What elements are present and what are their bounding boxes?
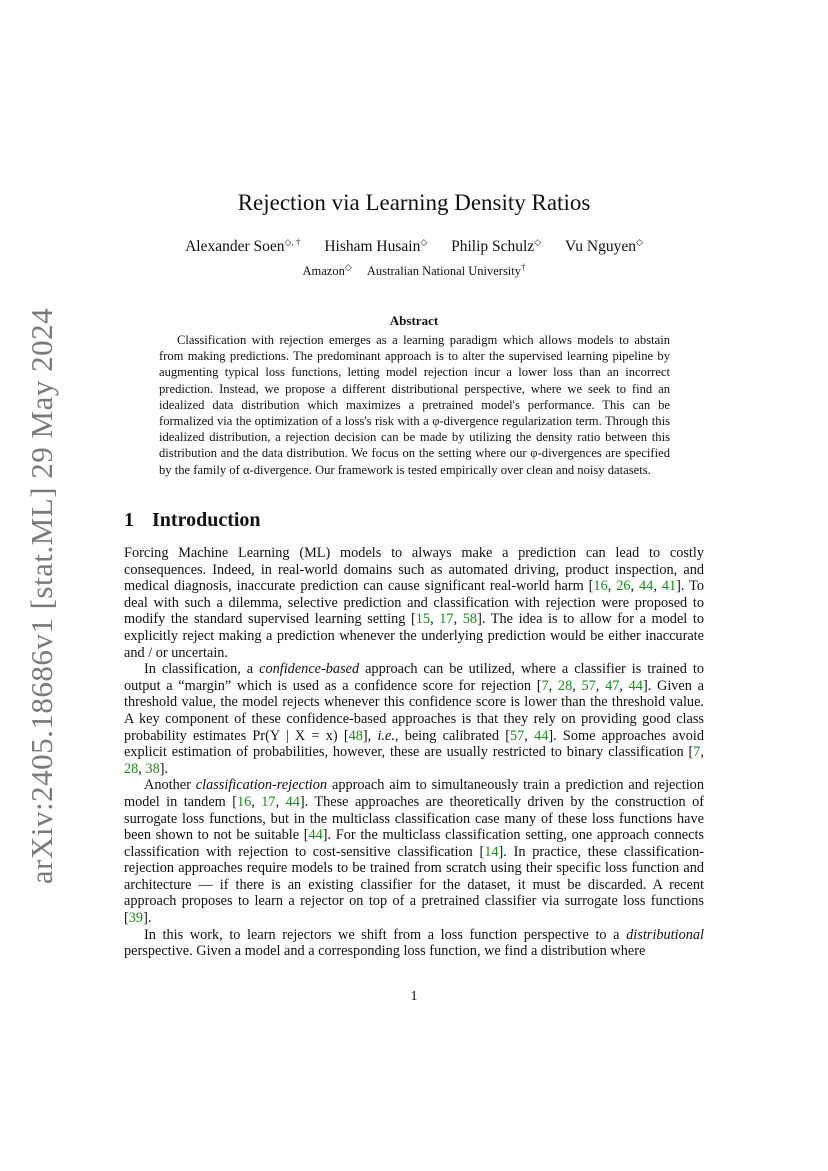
- citation-link[interactable]: 7: [541, 677, 549, 694]
- affiliation: Australian National University†: [366, 262, 526, 279]
- citation-link[interactable]: 57: [510, 727, 525, 744]
- citation-link[interactable]: 48: [348, 727, 363, 744]
- citation-link[interactable]: 15: [415, 611, 431, 628]
- paragraph: Forcing Machine Learning (ML) models to always make a prediction can lead to costly consequences. Indeed, in real-world domains such as automated driving, product inspection, and medical diagnosis, inaccurate prediction can cause significant real-world harm [16, 26, 44, 41]. To deal with such a dilemma, selective prediction and classification with rejection were proposed to modify the standard supervised learning setting [15, 17, 58]. The idea is to allow for a model to explicitly reject making a prediction whenever the underlying prediction would be either inaccurate and / or uncertain.: [124, 545, 705, 661]
- citation-link[interactable]: 16: [236, 793, 252, 810]
- abstract-text: Classification with rejection emerges as a learning paradigm which allows models to abstain from making predictions. The predominant approach is to alter the supervised learning pipeline by augmenting typical loss functions, letting model rejection incur a lower loss than an incorrect prediction. Instead, we propose a different distributional perspective, where we seek to find an idealized data distribution which maximizes a pretrained model's performance. This can be formalized via the optimization of a loss's risk with a φ-divergence regularization term. Through this idealized distribution, a rejection decision can be made by utilizing the density ratio between this distribution and the data distribution. We focus on the setting where our φ-divergences are specified by the family of α-divergence. Our framework is tested empirically over clean and noisy datasets.: [159, 333, 670, 477]
- citation-link[interactable]: 47: [605, 677, 620, 694]
- paragraph: Another classification-rejection approach aim to simultaneously train a prediction and rejection model in tandem [16, 17, 44]. These approaches are theoretically driven by the construction of surrogate loss functions, but in the multiclass classification case many of these loss functions have been shown to not be suitable [44]. For the multiclass classification setting, one approach connects classification with rejection to cost-sensitive classification [14]. In practice, these classification-rejection approaches require models to be trained from scratch using their specific loss function and architecture — if there is an existing classifier for the dataset, it must be discarded. A recent approach proposes to learn a rejector on top of a pretrained classifier via surrogate loss functions [39].: [124, 777, 705, 927]
- author: Vu Nguyen◇: [565, 237, 643, 256]
- citation-link[interactable]: 17: [261, 793, 276, 810]
- citation-link[interactable]: 39: [128, 910, 144, 927]
- citation-link[interactable]: 44: [285, 793, 300, 810]
- paragraph: In classification, a confidence-based approach can be utilized, where a classifier is trained to output a “margin” which is used as a confidence score for rejection [7, 28, 57, 47, 44]. Given a threshold value, the model rejects whenever this confidence score is lower than the threshold value. A key component of these confidence-based approaches is that they rely on providing good class probability estimates Pr(Y | X = x) [48], i.e., being calibrated [57, 44]. Some approaches avoid explicit estimation of probabilities, however, these are usually restricted to binary classification [7, 28, 38].: [124, 661, 704, 777]
- citation-link[interactable]: 28: [124, 760, 139, 777]
- citation-link[interactable]: 44: [534, 727, 549, 744]
- citation-link[interactable]: 7: [693, 744, 701, 761]
- citation-link[interactable]: 44: [639, 578, 654, 595]
- section-title: Introduction: [152, 509, 261, 531]
- paragraph: In this work, to learn rejectors we shift from a loss function perspective to a distributional perspective. Given a model and a corresponding loss function, we find a distribution where: [124, 926, 704, 960]
- affiliation: Amazon◇: [302, 262, 352, 279]
- author: Alexander Soen◇, †: [185, 237, 301, 256]
- citation-link[interactable]: 44: [628, 677, 643, 694]
- author-list: [0, 237, 828, 256]
- citation-link[interactable]: 57: [581, 677, 596, 694]
- author: Hisham Husain◇: [324, 237, 428, 256]
- section-heading: [124, 509, 261, 532]
- citation-link[interactable]: 41: [661, 578, 677, 595]
- citation-link[interactable]: 17: [439, 611, 454, 628]
- citation-link[interactable]: 38: [145, 760, 160, 777]
- affiliation-list: [0, 262, 828, 279]
- arxiv-stamp: arXiv:2405.18686v1 [stat.ML] 29 May 2024: [24, 307, 59, 885]
- citation-link[interactable]: 26: [616, 578, 631, 595]
- section-number: 1: [124, 509, 134, 531]
- page-number: 1: [410, 989, 418, 1004]
- citation-link[interactable]: 14: [484, 843, 499, 860]
- body-text: [124, 545, 704, 960]
- author: Philip Schulz◇: [451, 237, 542, 256]
- abstract-heading: Abstract: [389, 313, 439, 328]
- citation-link[interactable]: 58: [462, 611, 478, 628]
- citation-link[interactable]: 16: [593, 578, 608, 595]
- citation-link[interactable]: 28: [557, 677, 573, 694]
- citation-link[interactable]: 44: [308, 827, 323, 844]
- paper-title: Rejection via Learning Density Ratios: [237, 190, 591, 215]
